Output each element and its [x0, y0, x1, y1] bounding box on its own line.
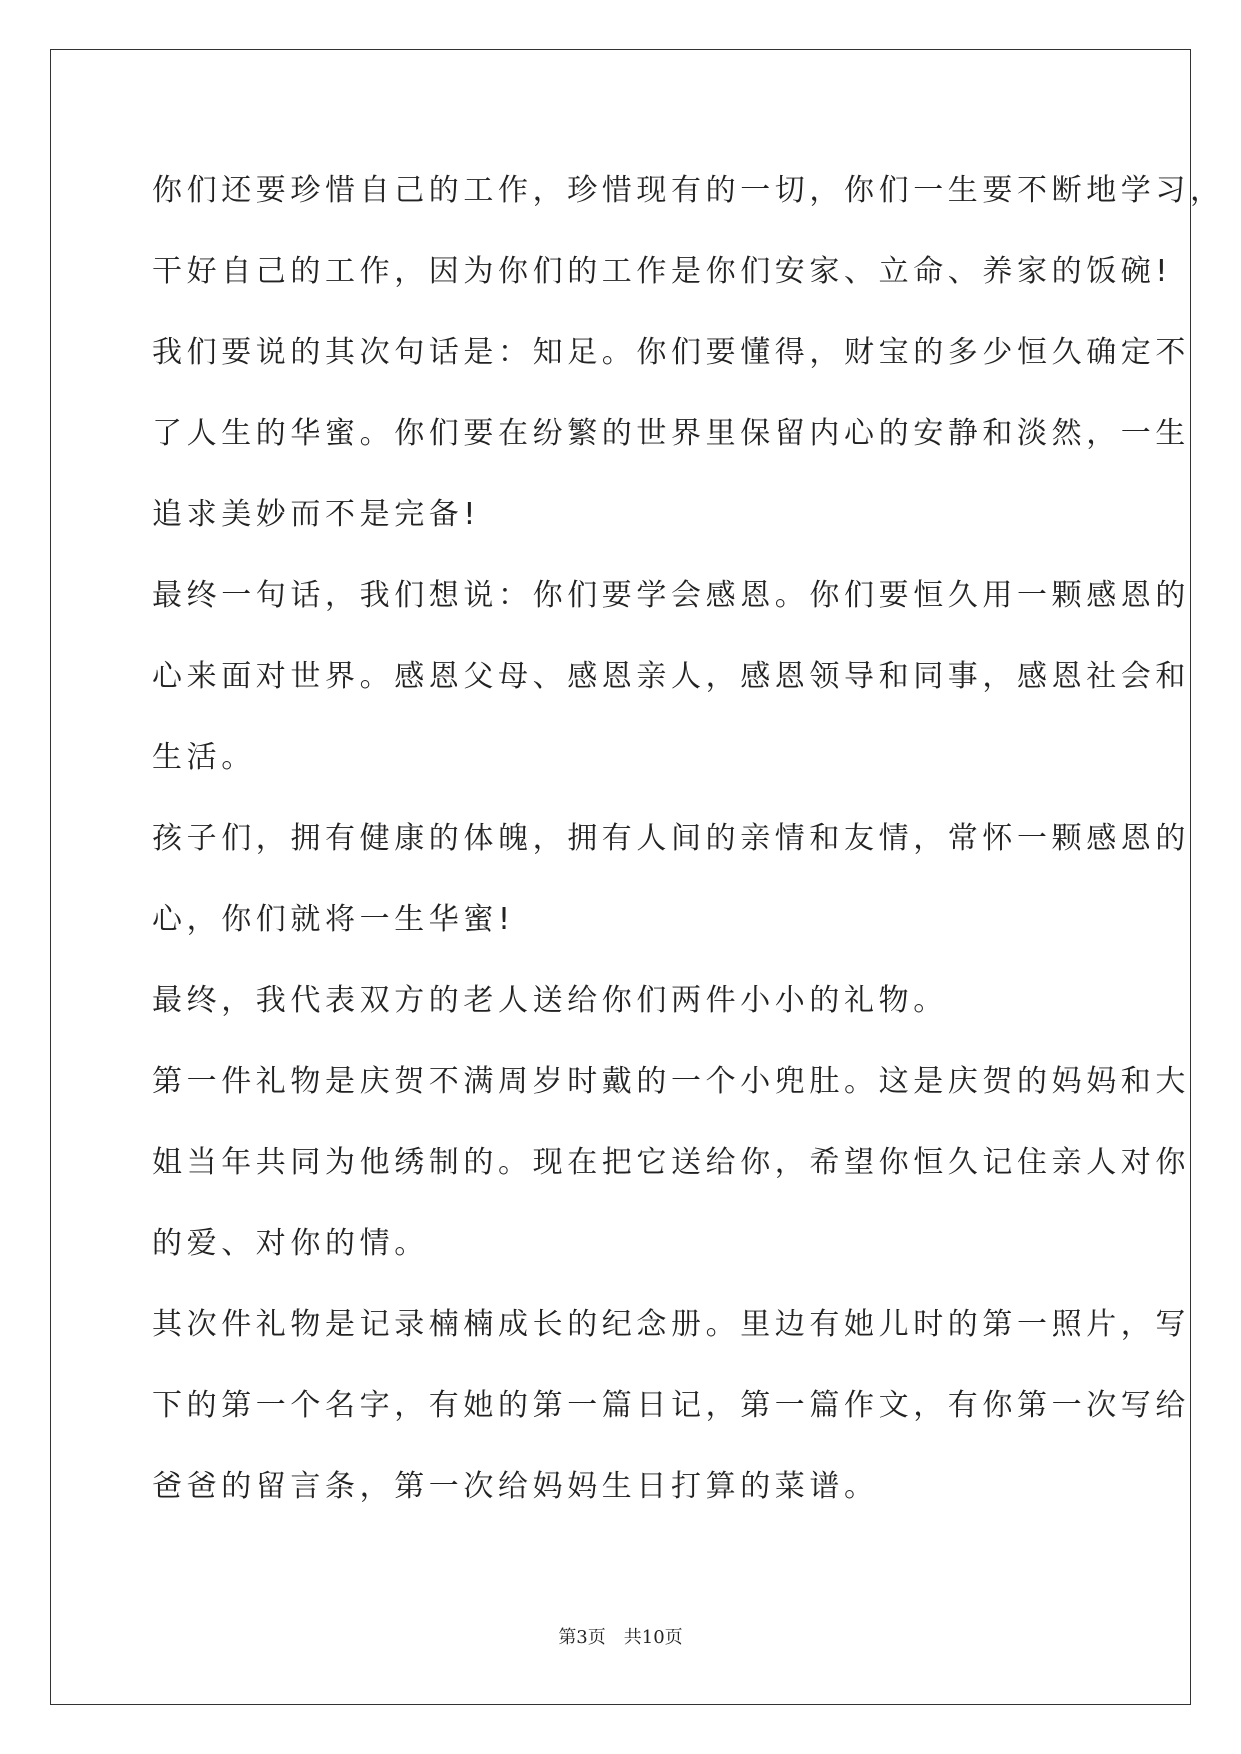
- text-line: 爸爸的留言条，第一次给妈妈生日打算的菜谱。: [152, 1469, 879, 1504]
- text-line: 姐当年共同为他绣制的。现在把它送给你，希望你恒久记住亲人对你: [152, 1145, 1190, 1180]
- text-line: 第一件礼物是庆贺不满周岁时戴的一个小兜肚。这是庆贺的妈妈和大: [152, 1064, 1190, 1099]
- text-line: 生活。: [152, 740, 256, 775]
- text-line: 你们还要珍惜自己的工作，珍惜现有的一切，你们一生要不断地学习，: [152, 173, 1225, 208]
- text-line: 最终一句话，我们想说：你们要学会感恩。你们要恒久用一颗感恩的: [152, 578, 1190, 613]
- text-line: 其次件礼物是记录楠楠成长的纪念册。里边有她儿时的第一照片，写: [152, 1307, 1190, 1342]
- text-line: 心来面对世界。感恩父母、感恩亲人，感恩领导和同事，感恩社会和: [152, 659, 1190, 694]
- page-total: 共10页: [623, 1627, 683, 1648]
- text-line: 我们要说的其次句话是：知足。你们要懂得，财宝的多少恒久确定不: [152, 335, 1190, 370]
- text-line: 下的第一个名字，有她的第一篇日记，第一篇作文，有你第一次写给: [152, 1388, 1190, 1423]
- document-body: [152, 164, 1225, 1541]
- text-line: 追求美妙而不是完备!: [152, 497, 481, 532]
- page-footer: [0, 1623, 1241, 1649]
- page-number: 第3页: [558, 1627, 606, 1648]
- text-line: 心，你们就将一生华蜜!: [152, 902, 515, 937]
- text-line: 的爱、对你的情。: [152, 1226, 429, 1261]
- text-line: 干好自己的工作，因为你们的工作是你们安家、立命、养家的饭碗!: [152, 254, 1173, 289]
- text-line: 最终，我代表双方的老人送给你们两件小小的礼物。: [152, 983, 948, 1018]
- text-line: 孩子们，拥有健康的体魄，拥有人间的亲情和友情，常怀一颗感恩的: [152, 821, 1190, 856]
- text-line: 了人生的华蜜。你们要在纷繁的世界里保留内心的安静和淡然，一生: [152, 416, 1190, 451]
